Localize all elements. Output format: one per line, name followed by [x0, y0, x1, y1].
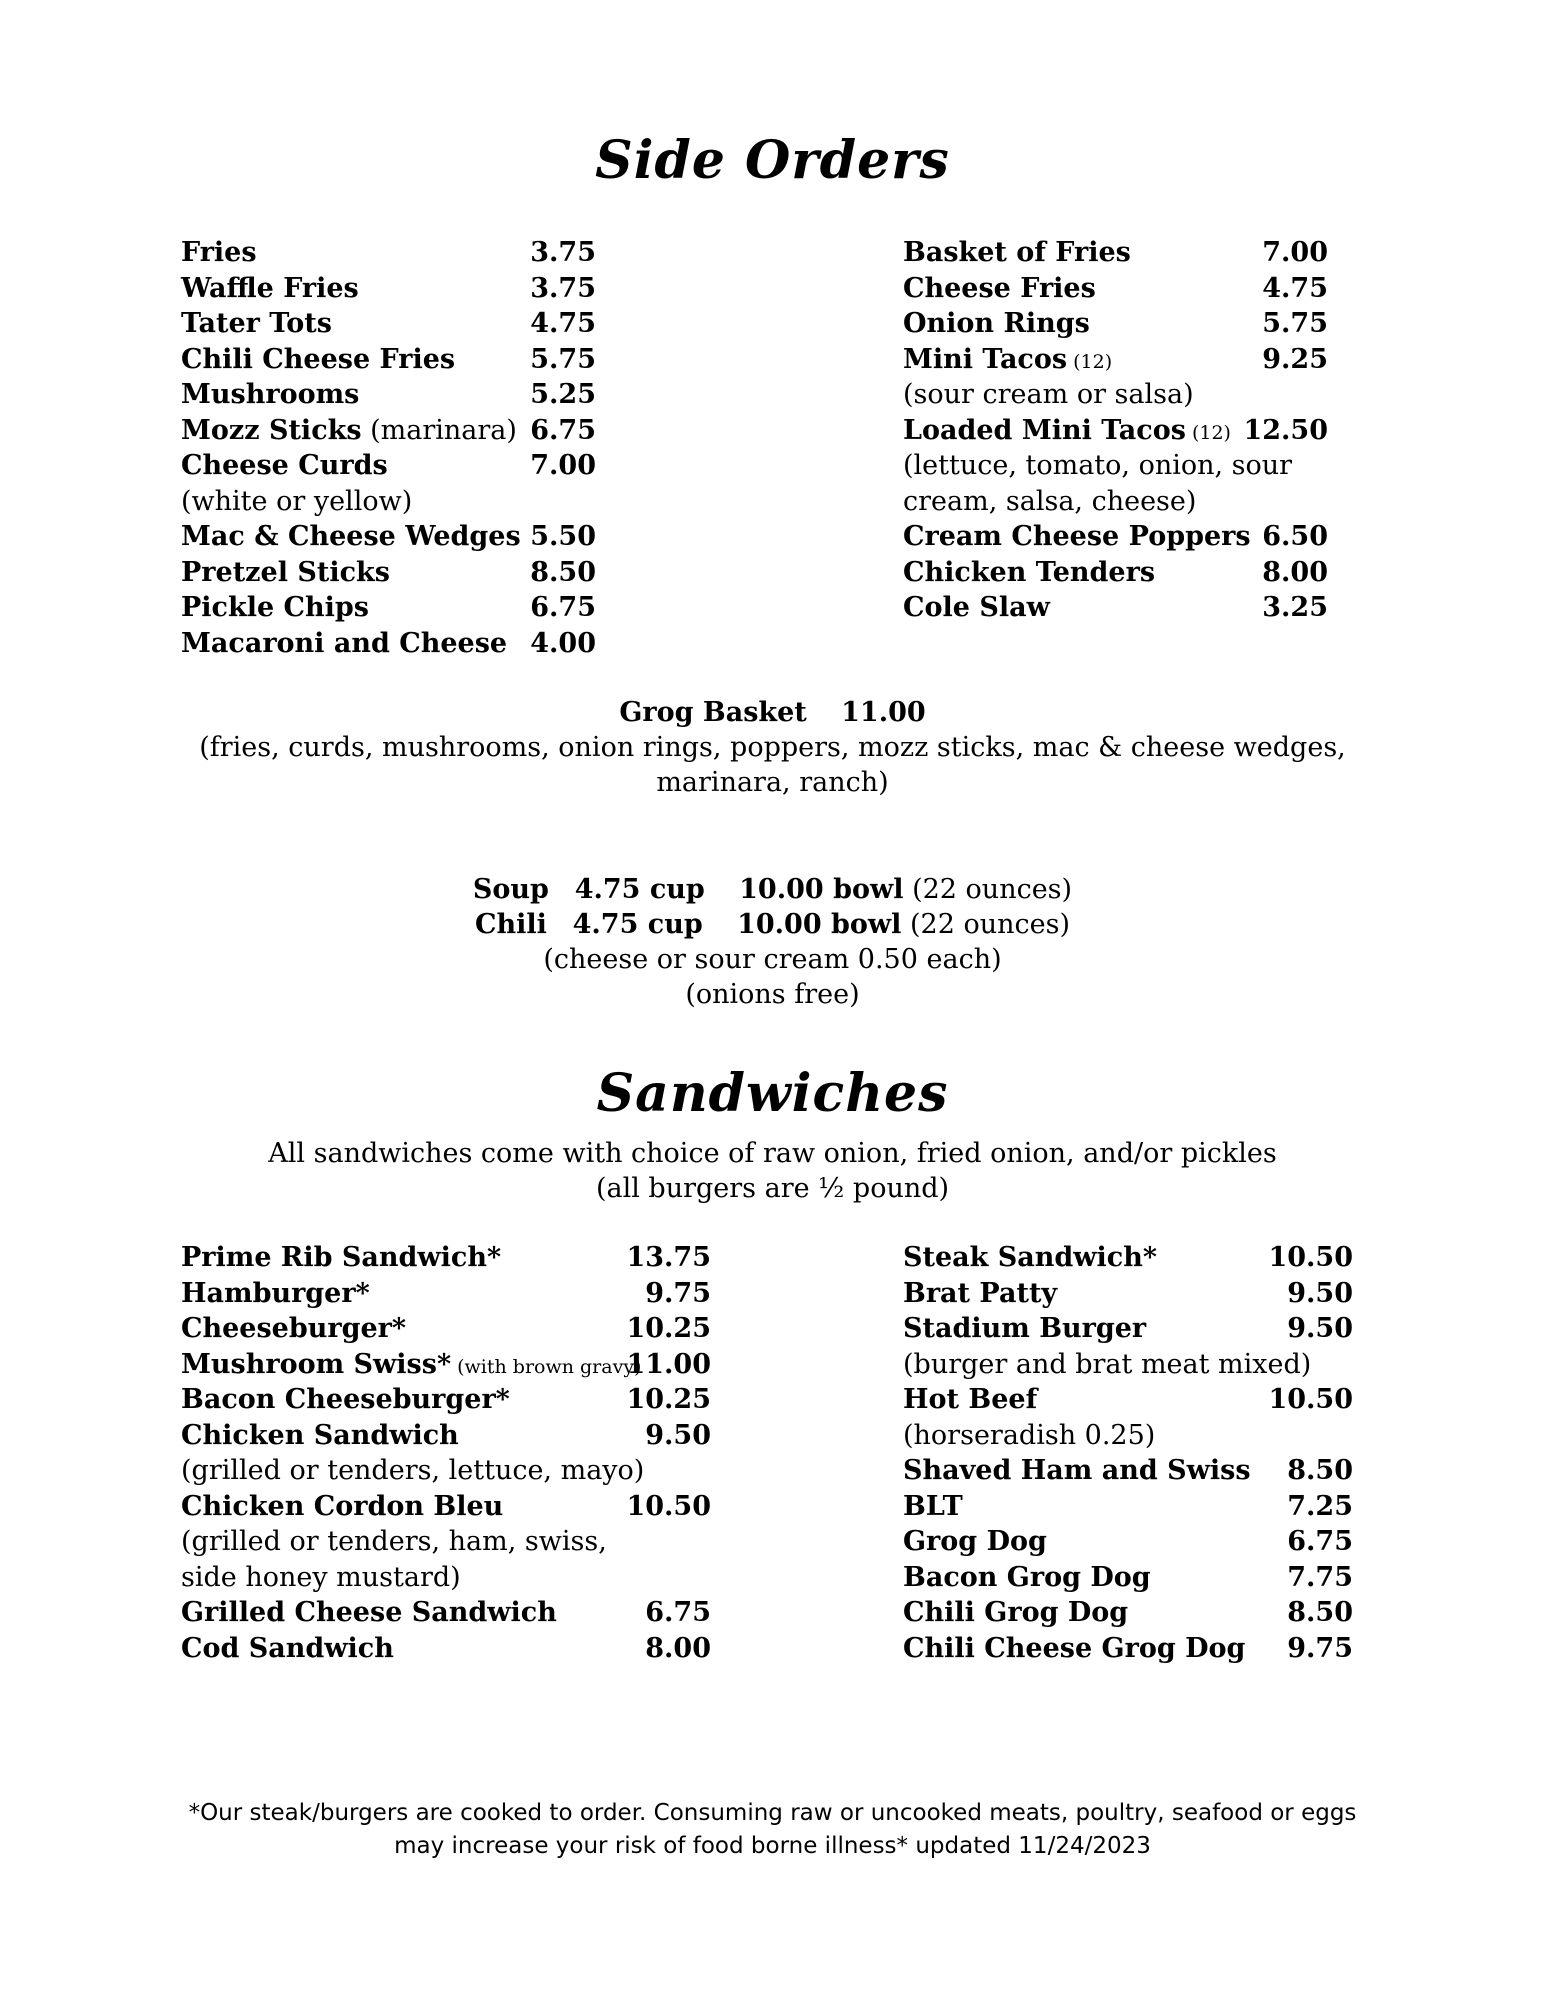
- menu-item: [903, 1453, 1353, 1489]
- soup-size: (22 ounces): [912, 874, 1073, 905]
- menu-item: [181, 1382, 721, 1418]
- item-price: 3.25: [1262, 592, 1328, 623]
- item-name: BLT: [903, 1490, 963, 1522]
- item-name: Steak Sandwich*: [903, 1242, 1157, 1273]
- item-price: 6.50: [1262, 521, 1328, 552]
- menu-item: [903, 1382, 1353, 1418]
- item-name: Mushrooms: [181, 379, 360, 410]
- footer-line-1: *Our steak/burgers are cooked to order. Consuming raw or uncooked meats, poultry, seafood or eggs: [188, 1800, 1357, 1826]
- item-name: Cheese Curds: [181, 450, 388, 481]
- menu-item: [181, 519, 611, 555]
- item-price: 6.75: [530, 414, 596, 446]
- item-price: 8.50: [1287, 1455, 1353, 1486]
- item-name: Hamburger*: [181, 1277, 370, 1309]
- item-price: 3.75: [530, 237, 596, 268]
- menu-item: [181, 555, 611, 591]
- item-qualifier: (marinara): [361, 414, 517, 446]
- item-price: 13.75: [626, 1242, 711, 1273]
- menu-item: [903, 306, 1333, 342]
- soup-label: Soup: [472, 874, 549, 905]
- item-name: Chicken Tenders: [903, 556, 1156, 588]
- item-name: Chicken Sandwich: [181, 1419, 459, 1451]
- sandwiches-subtitle-1: All sandwiches come with choice of raw onion, fried onion, and/or pickles: [268, 1138, 1277, 1169]
- sandwiches-title: Sandwiches: [596, 1063, 949, 1124]
- item-price: 4.75: [530, 308, 596, 339]
- item-name: Bacon Cheeseburger*: [181, 1384, 510, 1415]
- item-price: 8.00: [1262, 556, 1328, 588]
- footer-line-2: may increase your risk of food borne illness* updated 11/24/2023: [394, 1833, 1151, 1859]
- item-price: 7.75: [1287, 1561, 1353, 1593]
- menu-item: [181, 342, 611, 378]
- soup-chili-extra: (cheese or sour cream 0.50 each): [543, 944, 1002, 975]
- soup-line: [0, 872, 1545, 908]
- item-name: Tater Tots: [181, 308, 332, 339]
- item-name: Grilled Cheese Sandwich: [181, 1597, 557, 1628]
- menu-item: [181, 1631, 721, 1667]
- item-name: Waffle Fries: [181, 272, 359, 304]
- item-price: 7.00: [1262, 237, 1328, 268]
- soup-chili-onions: (onions free): [685, 979, 860, 1010]
- item-name: Pickle Chips: [181, 592, 369, 623]
- item-price: 9.25: [1262, 343, 1328, 375]
- item-name: Cream Cheese Poppers: [903, 521, 1251, 552]
- item-name: Brat Patty: [903, 1277, 1058, 1309]
- item-name: Pretzel Sticks: [181, 556, 390, 588]
- menu-item: [903, 342, 1333, 378]
- menu-item: [181, 1311, 721, 1347]
- menu-item: [181, 1347, 721, 1383]
- menu-item: [903, 235, 1333, 271]
- menu-item: [903, 1560, 1353, 1596]
- menu-item: [181, 448, 611, 484]
- menu-item: [903, 271, 1333, 307]
- menu-item: [181, 235, 611, 271]
- item-price: 9.50: [1287, 1277, 1353, 1309]
- item-price: 9.50: [645, 1419, 711, 1451]
- item-name: Fries: [181, 237, 257, 268]
- menu-item: [903, 1311, 1353, 1347]
- item-price: 6.75: [530, 592, 596, 623]
- menu-item: [181, 1276, 721, 1312]
- item-name: Basket of Fries: [903, 237, 1131, 268]
- item-name: Cheese Fries: [903, 272, 1096, 304]
- item-name: Mac & Cheese Wedges: [181, 521, 521, 552]
- item-name: Grog Dog: [903, 1526, 1047, 1557]
- item-price: 10.50: [1268, 1384, 1353, 1415]
- item-name: Stadium Burger: [903, 1313, 1147, 1344]
- item-name: Macaroni and Cheese: [181, 627, 508, 659]
- menu-item: [181, 590, 611, 626]
- item-price: 9.75: [645, 1277, 711, 1309]
- chili-label: Chili: [474, 909, 547, 940]
- item-price: 8.50: [1287, 1597, 1353, 1628]
- item-name: Cod Sandwich: [181, 1632, 394, 1664]
- item-name: Onion Rings: [903, 308, 1090, 339]
- menu-item: [181, 306, 611, 342]
- item-note: (grilled or tenders, lettuce, mayo): [181, 1455, 645, 1486]
- item-price: 10.25: [626, 1313, 711, 1344]
- chili-cup: 4.75 cup: [572, 909, 703, 940]
- item-name: Hot Beef: [903, 1384, 1038, 1415]
- grog-basket-label: Grog Basket: [619, 697, 807, 728]
- item-price: 4.75: [1262, 272, 1328, 304]
- item-note: (grilled or tenders, ham, swiss,: [181, 1526, 607, 1557]
- item-note: (burger and brat meat mixed): [903, 1348, 1312, 1380]
- item-price: 6.75: [645, 1597, 711, 1628]
- menu-item: [903, 1595, 1353, 1631]
- menu-item: [903, 1631, 1353, 1667]
- side-orders-left-column: [181, 235, 611, 661]
- item-name: Cheeseburger*: [181, 1313, 406, 1344]
- item-price: 6.75: [1287, 1526, 1353, 1557]
- item-name: Chicken Cordon Bleu: [181, 1490, 504, 1522]
- item-price: 3.75: [530, 272, 596, 304]
- item-name: Loaded Mini Tacos: [903, 414, 1186, 446]
- item-note: (lettuce, tomato, onion, sour: [903, 450, 1293, 481]
- menu-item: [181, 1418, 721, 1454]
- menu-item: [903, 590, 1333, 626]
- item-note: (white or yellow): [181, 485, 413, 517]
- item-small-note: (12): [1185, 421, 1231, 444]
- item-name: Mini Tacos: [903, 343, 1068, 375]
- menu-item: [181, 1595, 721, 1631]
- item-price: 9.50: [1287, 1313, 1353, 1344]
- menu-item: [181, 626, 611, 662]
- item-name: Chili Cheese Fries: [181, 343, 456, 375]
- item-price: 5.50: [530, 521, 596, 552]
- menu-item: [181, 1489, 721, 1525]
- menu-item: [181, 413, 611, 449]
- item-name: Cole Slaw: [903, 592, 1050, 623]
- item-name: Prime Rib Sandwich*: [181, 1242, 502, 1273]
- item-note: (horseradish 0.25): [903, 1419, 1156, 1451]
- soup-cup: 4.75 cup: [574, 874, 705, 905]
- menu-item: [903, 413, 1333, 449]
- item-name: Mushroom Swiss*: [181, 1348, 452, 1380]
- side-orders-title: Side Orders: [595, 130, 950, 191]
- item-price: 10.25: [626, 1384, 711, 1415]
- item-name: Mozz Sticks: [181, 414, 362, 446]
- menu-item: [903, 1489, 1353, 1525]
- item-price: 10.50: [1268, 1242, 1353, 1273]
- item-price: 8.00: [645, 1632, 711, 1664]
- item-price: 12.50: [1243, 414, 1328, 446]
- item-note: cream, salsa, cheese): [903, 485, 1197, 517]
- sandwiches-right-column: [903, 1240, 1353, 1666]
- grog-basket-desc-1: (fries, curds, mushrooms, onion rings, poppers, mozz sticks, mac & cheese wedges,: [199, 732, 1346, 763]
- chili-size: (22 ounces): [910, 909, 1071, 940]
- item-name: Shaved Ham and Swiss: [903, 1455, 1251, 1486]
- item-price: 4.00: [530, 627, 596, 659]
- chili-line: [0, 907, 1545, 943]
- menu-item: [903, 519, 1333, 555]
- sandwiches-left-column: [181, 1240, 721, 1666]
- item-price: 8.50: [530, 556, 596, 588]
- soup-bowl: 10.00 bowl: [739, 874, 904, 905]
- menu-item: [181, 1240, 721, 1276]
- item-name: Bacon Grog Dog: [903, 1561, 1151, 1593]
- menu-item: [903, 555, 1333, 591]
- item-small-note: (with brown gravy): [451, 1355, 642, 1378]
- item-name: Chili Grog Dog: [903, 1597, 1129, 1628]
- menu-item: [903, 1524, 1353, 1560]
- menu-item: [903, 1240, 1353, 1276]
- item-price: 7.25: [1287, 1490, 1353, 1522]
- grog-basket-desc-2: marinara, ranch): [656, 767, 889, 798]
- sandwiches-subtitle-2: (all burgers are ½ pound): [595, 1173, 950, 1204]
- item-price: 10.50: [626, 1490, 711, 1522]
- chili-bowl: 10.00 bowl: [737, 909, 902, 940]
- grog-basket-price: 11.00: [841, 697, 926, 728]
- side-orders-right-column: [903, 235, 1333, 626]
- item-name: Chili Cheese Grog Dog: [903, 1632, 1246, 1664]
- item-price: 5.75: [1262, 308, 1328, 339]
- item-price: 5.25: [530, 379, 596, 410]
- menu-item: [181, 271, 611, 307]
- menu-item: [903, 1276, 1353, 1312]
- item-note: (sour cream or salsa): [903, 379, 1194, 410]
- item-small-note: (12): [1067, 350, 1113, 373]
- item-note: side honey mustard): [181, 1561, 461, 1593]
- item-price: 9.75: [1287, 1632, 1353, 1664]
- item-price: 7.00: [530, 450, 596, 481]
- grog-basket: [0, 695, 1545, 731]
- item-price: 5.75: [530, 343, 596, 375]
- item-price: 11.00: [626, 1348, 711, 1380]
- menu-item: [181, 377, 611, 413]
